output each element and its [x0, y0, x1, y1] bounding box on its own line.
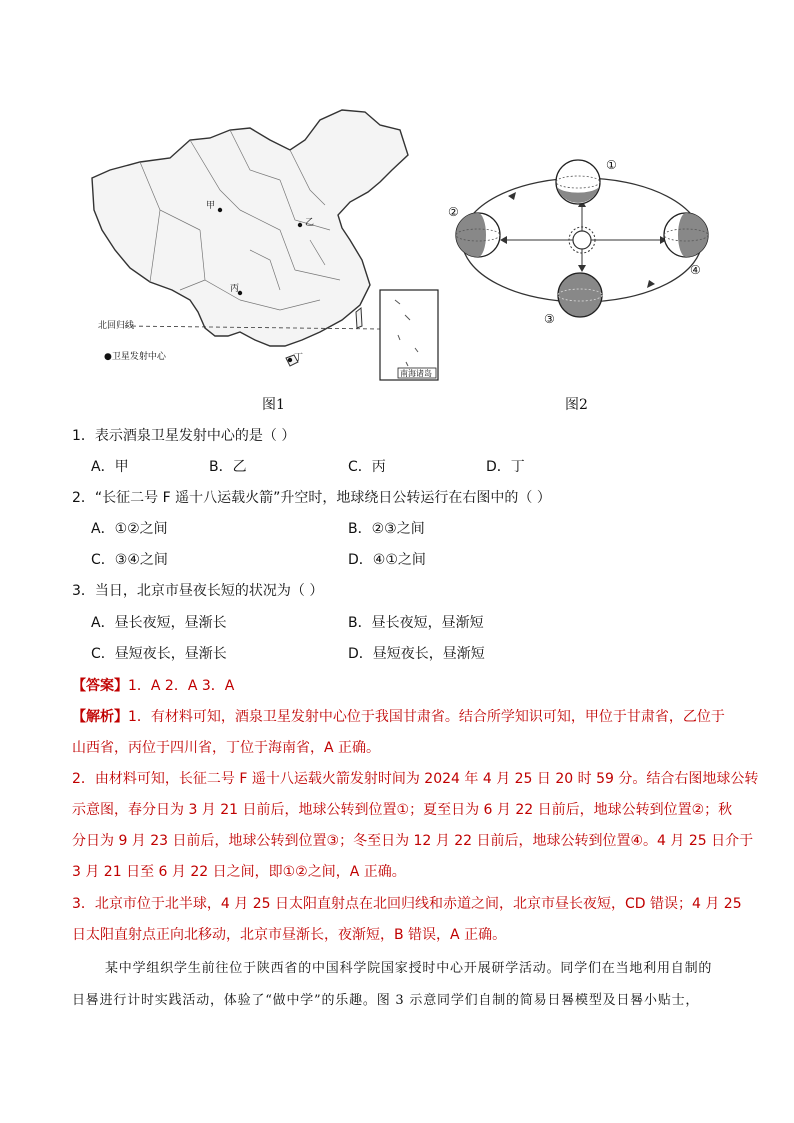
earth-position-1 — [556, 160, 600, 204]
q1-option-a: A．甲 — [91, 459, 129, 475]
analysis-p1-line1 — [72, 706, 725, 726]
q2-option-c: C．③④之间 — [91, 552, 168, 568]
figure2-caption: 图2 — [565, 397, 588, 413]
label-jia: 甲 — [206, 201, 216, 211]
taiwan-island — [356, 308, 362, 328]
label-inset: 南海诸岛 — [400, 369, 432, 378]
ray-left-arrow — [500, 236, 507, 244]
q2-option-b: B．②③之间 — [348, 521, 425, 537]
site-jia-dot — [218, 208, 222, 212]
analysis-p1-text1: 1．有材料可知，酒泉卫星发射中心位于我国甘肃省。结合所学知识可知，甲位于甘肃省，乙位于 — [128, 709, 725, 725]
analysis-p1-line2: 山西省，丙位于四川省，丁位于海南省，A 正确。 — [72, 740, 381, 756]
label-bing: 丙 — [230, 284, 240, 294]
position-label-1: ① — [606, 158, 617, 172]
q1-stem: 1．表示酒泉卫星发射中心的是（ ） — [72, 428, 296, 444]
q3-option-d: D．昼短夜长，昼渐短 — [348, 646, 485, 662]
q3-stem: 3．当日，北京市昼夜长短的状况为（ ） — [72, 583, 324, 599]
figure2-orbit — [440, 150, 725, 330]
q3-option-c: C．昼短夜长，昼渐长 — [91, 646, 227, 662]
map-legend: ●卫星发射中心 — [104, 352, 166, 362]
q2-option-a: A．①②之间 — [91, 521, 168, 537]
sun — [573, 231, 591, 249]
analysis-p2-line1: 2．由材料可知，长征二号 F 遥十八运载火箭发射时间为 2024 年 4 月 25 日 20 时 59 分。结合右图地球公转 — [72, 771, 759, 787]
position-label-2: ② — [448, 205, 459, 219]
q1-option-d: D．丁 — [486, 459, 525, 475]
position-label-4: ④ — [690, 263, 701, 277]
figure1-caption: 图1 — [262, 397, 285, 413]
orbit-arrow-left — [508, 192, 516, 200]
passage-line1: 某中学组织学生前往位于陕西省的中国科学院国家授时中心开展研学活动。同学们在当地利用自制的 — [105, 961, 713, 976]
analysis-p2-line3: 分日为 9 月 23 日前后，地球公转到位置③；冬至日为 12 月 22 日前后，地球公转到位置④。4 月 25 日介于 — [72, 833, 754, 849]
q1-option-b: B．乙 — [209, 459, 247, 475]
analysis-p2-line4: 3 月 21 日至 6 月 22 日之间，即①②之间，A 正确。 — [72, 864, 406, 880]
orbit-arrow-right — [647, 280, 655, 288]
q3-option-b: B．昼长夜短，昼渐短 — [348, 615, 484, 631]
china-map-svg — [80, 100, 450, 386]
q1-option-c: C．丙 — [348, 459, 386, 475]
q3-option-a: A．昼长夜短，昼渐长 — [91, 615, 227, 631]
site-yi-dot — [298, 223, 302, 227]
label-yi: 乙 — [305, 218, 315, 228]
label-ding: 丁 — [294, 353, 304, 363]
passage-line2: 日晷进行计时实践活动，体验了“做中学”的乐趣。图 3 示意同学们自制的简易日晷模型及日晷小贴士， — [72, 993, 700, 1008]
answer-label: 【答案】 — [72, 678, 128, 694]
label-tropic: 北回归线 — [98, 321, 135, 331]
orbit-svg — [440, 150, 725, 330]
south-china-sea-inset — [380, 290, 438, 380]
ray-down-arrow — [578, 265, 586, 272]
earth-position-2 — [456, 213, 500, 257]
analysis-label: 【解析】 — [72, 709, 128, 725]
answer-line — [72, 675, 234, 695]
earth-position-3 — [558, 273, 602, 317]
position-label-3: ③ — [544, 312, 555, 326]
answer-text: 1．A 2．A 3．A — [128, 678, 235, 694]
analysis-p3-line2: 日太阳直射点正向北移动，北京市昼渐长，夜渐短，B 错误，A 正确。 — [72, 927, 507, 943]
site-ding-dot — [288, 358, 292, 362]
analysis-p3-line1: 3．北京市位于北半球，4 月 25 日太阳直射点在北回归线和赤道之间，北京市昼长夜短，CD 错误；4 月 25 — [72, 896, 742, 912]
earth-position-4 — [664, 213, 708, 257]
analysis-p2-line2: 示意图，春分日为 3 月 21 日前后，地球公转到位置①；夏至日为 6 月 22 日前后，地球公转到位置②；秋 — [72, 802, 733, 818]
figure1-map — [80, 100, 450, 386]
q2-option-d: D．④①之间 — [348, 552, 426, 568]
q2-stem: 2．“长征二号 F 遥十八运载火箭”升空时，地球绕日公转运行在右图中的（ ） — [72, 490, 551, 506]
